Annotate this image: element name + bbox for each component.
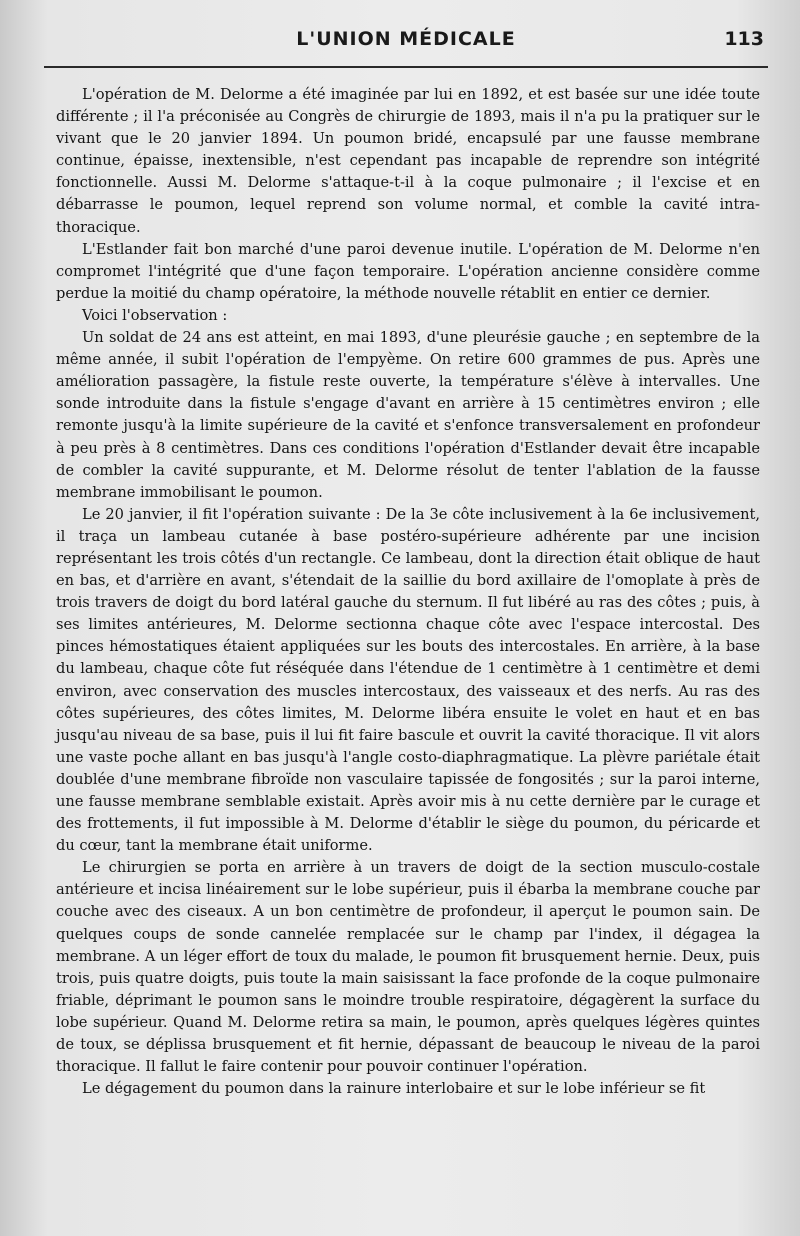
page-number: 113 (724, 28, 764, 50)
paragraph: Le dégagement du poumon dans la rainure interlobaire et sur le lobe inférieur se fit (82, 1080, 706, 1098)
paragraph: L'opération de M. Delorme a été imaginée par lui en 1892, et est basée sur une idée toute différente ; il l'a préconisée au Congrès de chirurgie de 1893, mais il n'a pu la pratiquer sur le vivant que le 20 janvier 1894. Un poumon bridé, encapsulé par une fausse membrane continue, épaisse, inextensible, n'est cependant pas incapable de reprendre son intégrité fonctionnelle. Aussi M. Delorme s'attaque-t-il à la coque pulmonaire ; il l'excise et en débarrasse le poumon, lequel reprend son volume normal, et comble la cavité intra-thoracique. (56, 86, 760, 236)
header-rule (44, 66, 768, 68)
running-title: L'UNION MÉDICALE (296, 28, 516, 50)
paragraph: Le 20 janvier, il fit l'opération suivante : De la 3e côte inclusivement à la 6e inclusivement, il traça un lambeau cutanée à base postéro-supérieure adhérente par une incision représentant les trois côtés d'un rectangle. Ce lambeau, dont la direction était oblique de haut en bas, et d'arrière en avant, s'étendait de la saillie du bord axillaire de l'omoplate à près de trois travers de doigt du bord latéral gauche du sternum. Il fut libéré au ras des côtes ; puis, à ses limites antérieures, M. Delorme sectionna chaque côte avec l'espace intercostal. Des pinces hémostatiques étaient appliquées sur les bouts des intercostales. En arrière, à la base du lambeau, chaque côte fut réséquée dans l'étendue de 1 centimètre à 1 centimètre et demi environ, avec conservation des muscles intercostaux, des vaisseaux et des nerfs. Au ras des côtes supérieures, des côtes limites, M. Delorme libéra ensuite le volet en haut et en bas jusqu'au niveau de sa base, puis il lui fit faire bascule et ouvrit la cavité thoracique. Il vit alors une vaste poche allant en bas jusqu'à l'angle costo-diaphragmatique. La plèvre pariétale était doublée d'une membrane fibroïde non vasculaire tapissée de fongosités ; sur la paroi interne, une fausse membrane semblable existait. Après avoir mis à nu cette dernière par le curage et des frottements, il fut impossible à M. Delorme d'établir le siège du poumon, du péricarde et du cœur, tant la membrane était uniforme. (56, 505, 760, 855)
body-text (56, 84, 760, 1100)
page-header (40, 28, 772, 62)
paragraph: L'Estlander fait bon marché d'une paroi devenue inutile. L'opération de M. Delorme n'en compromet l'intégrité que d'une façon temporaire. L'opération ancienne considère comme perdue la moitié du champ opératoire, la méthode nouvelle rétablit en entier ce dernier. (56, 240, 760, 302)
paragraph: Un soldat de 24 ans est atteint, en mai 1893, d'une pleurésie gauche ; en septembre de la même année, il subit l'opération de l'empyème. On retire 600 grammes de pus. Après une amélioration passagère, la fistule reste ouverte, la température s'élève à intervalles. Une sonde introduite dans la fistule s'engage d'avant en arrière à 15 centimètres environ ; elle remonte jusqu'à la limite supérieure de la cavité et s'enfonce transversalement en profondeur à peu près à 8 centimètres. Dans ces conditions l'opération d'Estlander devait être incapable de combler la cavité suppurante, et M. Delorme résolut de tenter l'ablation de la fausse membrane immobilisant le poumon. (56, 329, 760, 501)
paragraph: Le chirurgien se porta en arrière à un travers de doigt de la section musculo-costale antérieure et incisa linéairement sur le lobe supérieur, puis il ébarba la membrane couche par couche avec des ciseaux. A un bon centimètre de profondeur, il aperçut le poumon sain. De quelques coups de sonde cannelée remplacée sur le champ par l'index, il dégagea la membrane. A un léger effort de toux du malade, le poumon fit brusquement hernie. Deux, puis trois, puis quatre doigts, puis toute la main saisissant la face profonde de la coque pulmonaire friable, déprimant le poumon sans le moindre trouble respiratoire, dégagèrent la surface du lobe supérieur. Quand M. Delorme retira sa main, le poumon, après quelques légères quintes de toux, se déplissa brusquement et fit hernie, dépassant de beaucoup le niveau de la paroi thoracique. Il fallut le faire contenir pour pouvoir continuer l'opération. (56, 859, 760, 1076)
paragraph: Voici l'observation : (82, 306, 228, 324)
